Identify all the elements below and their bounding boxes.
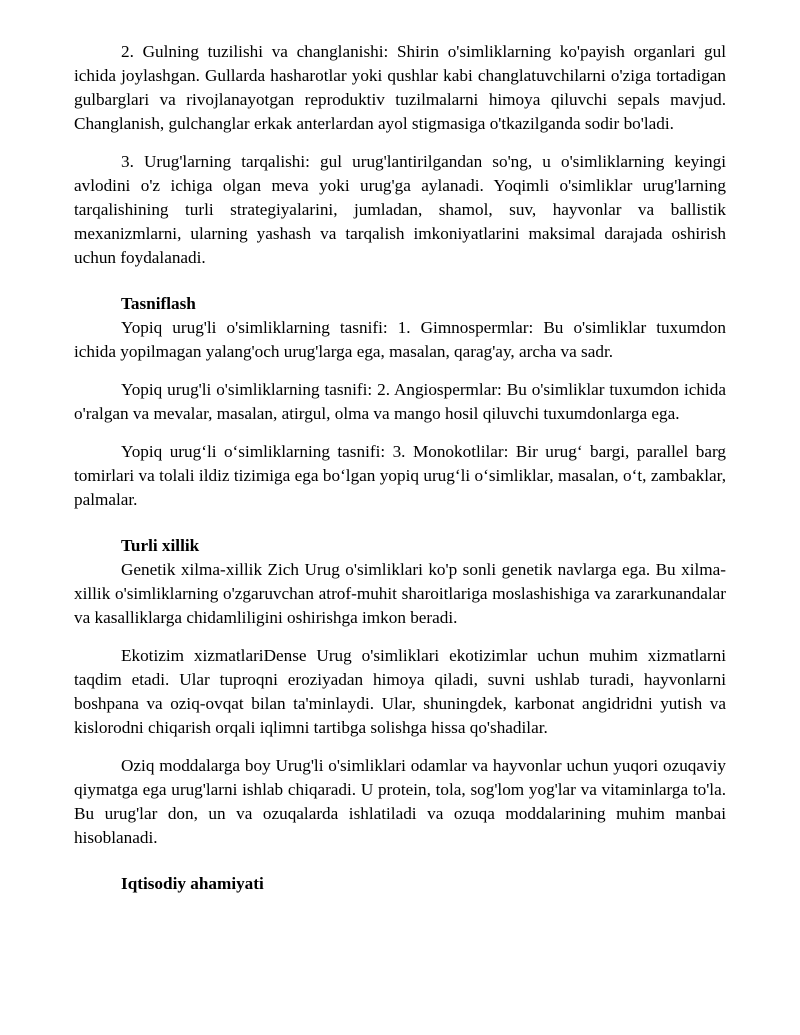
paragraph-monocots: Yopiq urug‘li o‘simliklarning tasnifi: 3. Monokotlilar: Bir urug‘ bargi, parallel barg tomirlari va tolali ildiz tizimiga ega bo‘lgan yopiq urug‘li o‘simliklar, masalan, o‘t, zambaklar, palmalar.	[74, 442, 726, 509]
heading-classification: Tasniflash	[121, 294, 196, 313]
paragraph-gymnosperms: Yopiq urug'li o'simliklarning tasnifi: 1. Gimnospermlar: Bu o'simliklar tuxumdon ichida yopilmagan yalang'och urug'larga ega, masalan, qarag'ay, archa va sadr.	[74, 318, 726, 361]
paragraph-nutrients: Oziq moddalarga boy Urug'li o'simliklari odamlar va hayvonlar uchun yuqori ozuqaviy qiymatga ega urug'larni ishlab chiqaradi. U protein, tola, sog'lom yog'lar va vitaminlarga to'la. Bu urug'lar don, un va ozuqalarda ishlatiladi va ozuqa moddalarining muhim manbai hisoblanadi.	[74, 756, 726, 847]
paragraph-ecosystem-services: Ekotizim xizmatlariDense Urug o'simliklari ekotizimlar uchun muhim xizmatlarni taqdim etadi. Ular tuproqni eroziyadan himoya qiladi, suvni ushlab turadi, hayvonlarni boshpana va oziq-ovqat bilan ta'minlaydi. Ular, shuningdek, karbonat angidridni yutish va kislorodni chiqarish orqali iqlimni tartibga solishga hissa qo'shadilar.	[74, 646, 726, 737]
paragraph-angiosperms: Yopiq urug'li o'simliklarning tasnifi: 2. Angiospermlar: Bu o'simliklar tuxumdon ichida o'ralgan va mevalar, masalan, atirgul, olma va mango hosil qiluvchi tuxumdonlarga ega.	[74, 380, 726, 423]
heading-economic-importance: Iqtisodiy ahamiyati	[121, 874, 264, 893]
document-page	[74, 40, 726, 896]
paragraph-genetic-diversity: Genetik xilma-xillik Zich Urug o'simliklari ko'p sonli genetik navlarga ega. Bu xilma-xillik o'simliklarning o'zgaruvchan atrof-muhit sharoitlariga moslashishiga va zararkunandalar va kasalliklarga chidamliligini oshirishga imkon beradi.	[74, 560, 726, 627]
paragraph-seed-dispersal: 3. Urug'larning tarqalishi: gul urug'lantirilgandan so'ng, u o'simliklarning keyingi avlodini o'z ichiga olgan meva yoki urug'ga aylanadi. Yoqimli o'simliklar urug'larning tarqalishining turli strategiyalarini, jumladan, shamol, suv, hayvonlar va ballistik mexanizmlarni, ularning yashash va tarqalish imkoniyatlarini maksimal darajada oshirish uchun foydalanadi.	[74, 152, 726, 267]
paragraph-pollination: 2. Gulning tuzilishi va changlanishi: Shirin o'simliklarning ko'payish organlari gul ichida joylashgan. Gullarda hasharotlar yoki qushlar kabi changlatuvchilarni o'ziga tortadigan gulbarglari va rivojlanayotgan reproduktiv tuzilmalarni himoya qiluvchi sepals mavjud. Changlanish, gulchanglar erkak anterlardan ayol stigmasiga o'tkazilganda sodir bo'ladi.	[74, 42, 726, 133]
heading-diversity: Turli xillik	[121, 536, 200, 555]
